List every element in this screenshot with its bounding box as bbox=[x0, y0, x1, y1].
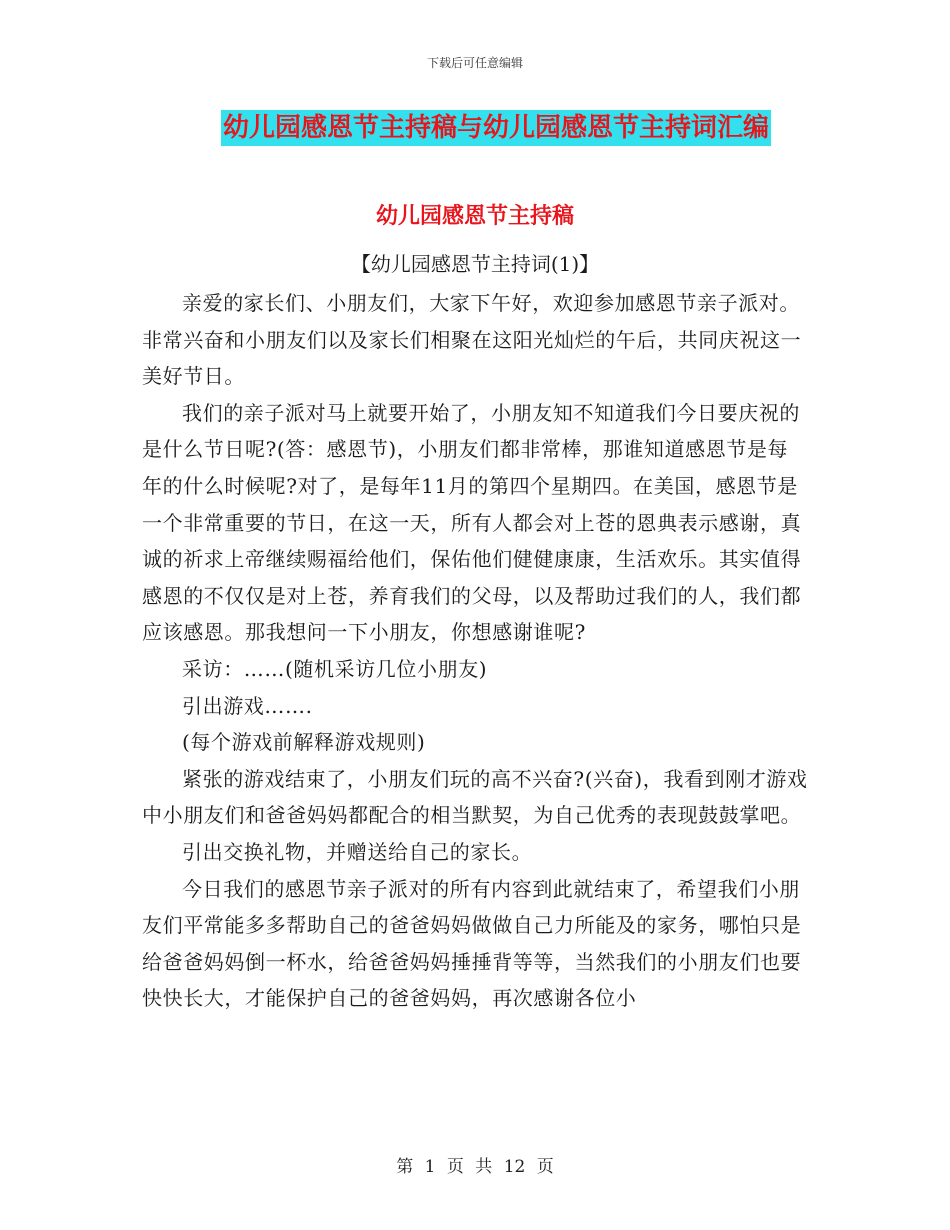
page-footer: 第 1 页 共 12 页 bbox=[396, 1157, 554, 1177]
paragraph: 引出游戏……. bbox=[182, 693, 313, 718]
sub-title: 幼儿园感恩节主持稿 bbox=[375, 203, 574, 229]
main-title-container bbox=[0, 110, 950, 146]
paragraph: 引出交换礼物，并赠送给自己的家长。 bbox=[182, 839, 533, 864]
header-note: 下载后可任意编辑 bbox=[426, 56, 523, 70]
section-title: 【幼儿园感恩节主持词(1)】 bbox=[350, 252, 600, 276]
document-body bbox=[142, 285, 808, 1017]
paragraph: 今日我们的感恩节亲子派对的所有内容到此就结束了，希望我们小朋友们平常能多多帮助自己的爸爸妈妈做做自己力所能及的家务，哪怕只是给爸爸妈妈倒一杯水，给爸爸妈妈捶捶背等等，当然我们的小朋友们也要快快长大，才能保护自己的爸爸妈妈，再次感谢各位小 bbox=[142, 876, 802, 1011]
paragraph: 采访：……(随机采访几位小朋友) bbox=[182, 656, 488, 681]
paragraph: (每个游戏前解释游戏规则) bbox=[182, 730, 426, 755]
main-title: 幼儿园感恩节主持稿与幼儿园感恩节主持词汇编 bbox=[221, 110, 771, 146]
paragraph: 亲爱的家长们、小朋友们，大家下午好，欢迎参加感恩节亲子派对。非常兴奋和小朋友们以及家长们相聚在这阳光灿烂的午后，共同庆祝这一美好节日。 bbox=[142, 291, 802, 389]
paragraph: 紧张的游戏结束了，小朋友们玩的高不兴奋?(兴奋)，我看到刚才游戏中小朋友们和爸爸妈妈都配合的相当默契，为自己优秀的表现鼓鼓掌吧。 bbox=[142, 766, 808, 828]
paragraph: 我们的亲子派对马上就要开始了，小朋友知不知道我们今日要庆祝的是什么节日呢?(答：感恩节)，小朋友们都非常棒，那谁知道感恩节是每年的什么时候呢?对了，是每年11月的第四个星期四。在美国，感恩节是一个非常重要的节日，在这一天，所有人都会对上苍的恩典表示感谢，真诚的祈求上帝继续赐福给他们，保佑他们健健康康，生活欢乐。其实值得感恩的不仅仅是对上苍，养育我们的父母，以及帮助过我们的人，我们都应该感恩。那我想问一下小朋友，你想感谢谁呢? bbox=[142, 400, 802, 645]
